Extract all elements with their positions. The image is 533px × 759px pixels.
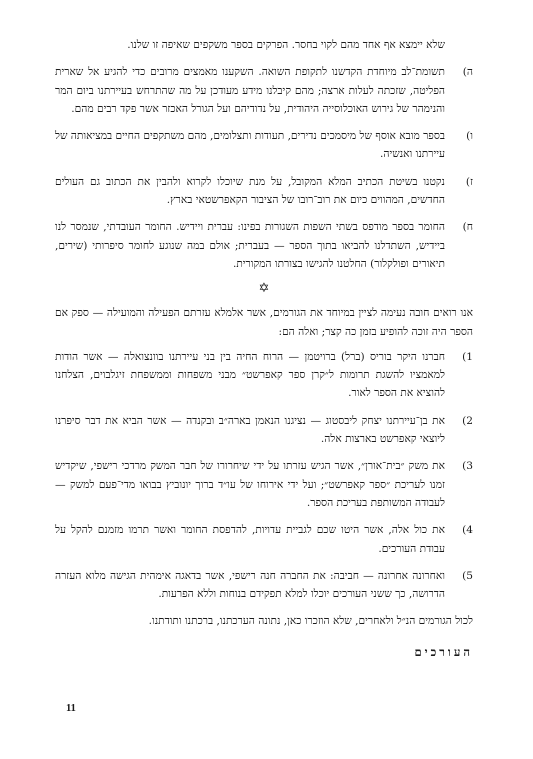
list-item — [55, 63, 473, 118]
item-marker: 3) — [462, 460, 473, 473]
page-number: 11 — [66, 703, 76, 714]
closing-paragraph: לכול הגורמים הנ״ל ולאחרים, שלא הוזכרו כאן, נתונה הערכתנו, ברכתנו ותודתנו. — [148, 615, 473, 628]
item-marker: ה) — [462, 66, 473, 79]
list-item — [55, 173, 473, 210]
item-marker: 1) — [462, 350, 473, 363]
document-page — [55, 36, 473, 661]
list-item — [55, 218, 473, 273]
item-text: את בן־עיירתנו יצחק ליבסטוג — נציגנו הנאמן בארה״ב ובקנדה — אשר הביא את דבר סיפרנו ליוצאי קאפרשט בארצות אלה. — [55, 414, 445, 446]
item-marker: ו) — [466, 130, 473, 143]
list-item — [55, 457, 473, 512]
list-item — [55, 412, 473, 449]
thanks-intro-paragraph: אנו רואים חובה נעימה לציין במיוחד את הגורמים, אשר אלמלא עזרתם הפעילה והמועילה — ספק אם הספר היה זוכה להופיע בזמן כה קצר; ואלה הם: — [55, 307, 473, 338]
continuation-paragraph: שלא יימצא אף אחד מהם לקוי בחסר. הפרקים בספר משקפים שאיפה זו שלנו. — [127, 39, 445, 51]
list-item — [55, 567, 473, 604]
item-text: את כול אלה, אשר היטו שכם לגביית עדויות, להדפסת החומר ואשר תרמו מזמנם להקל על עבודת העורכים. — [55, 524, 445, 555]
star-of-david-icon: ✡ — [258, 281, 270, 297]
item-marker: 2) — [462, 414, 473, 427]
editors-signature: העורכים — [414, 644, 473, 659]
item-marker: ח) — [462, 221, 473, 234]
item-text: ואחרונה אחרונה — חביבה: את החברה חנה רישפי, אשר בדאגה אימהית הגישה מלוא העזרה הדרושה, כך ששני העורכים יוכלו למלא תפקידם בנוחות וללא הפרעות. — [55, 569, 445, 601]
list-item — [55, 521, 473, 558]
item-marker: ז) — [465, 175, 473, 188]
item-marker: 5) — [462, 569, 473, 582]
list-item — [55, 127, 473, 164]
item-marker: 4) — [462, 524, 473, 537]
item-text: החומר בספר מודפס בשתי השפות השגורות בפינו: עברית ויידיש. החומר העובדתי, שנמסר לנו ביידיש, השתדלנו להביאו בתוך הספר — בעברית; אולם במה שנוגע לחומר סיפרותי (שירים, תיאורים ופולקלור) החלטנו להגישו בצורתו המקורית. — [55, 221, 445, 270]
item-text: נקטנו בשיטת הכתיב המלא המקובל, על מנת שיוכלו לקרוא ולהבין את הכתוב גם העולים החדשים, המהווים כיום את רוב־רובו של הציבור הקאפרשטאי בארץ. — [55, 175, 445, 207]
item-text: חברנו היקר בוריס (ברל) ברויטמן — הרוח החיה בין בני עיירתנו בוונצואלה — אשר הודות למאמציו להשגת תרומות ל״קרן ספר קאפרשט״ מבני משפחות וממשפחת זיגלבוים, הצלחנו להוציא את הספר לאור. — [55, 350, 445, 400]
item-text: את משק ״בית־אורן״, אשר הגיש עזרתו על ידי שיחרורו של חבר המשק מרדכי רישפי, שיקדיש זמנו לעריכת ״ספר קאפרשט״; ועל ידי אירוחו של עו״ד ברוך יונוביץ בבואו מדי־פעם למשק — לעבודה המשותפת בעריכת הספר. — [55, 460, 445, 509]
item-text: בספר מובא אוסף של מיסמכים נדירים, תעודות ותצלומים, מהם משתקפים החיים במציאותה של עיירתנו ואנשיה. — [54, 130, 445, 161]
list-item — [55, 348, 473, 403]
item-text: תשומת־לב מיוחדת הקדשנו לתקופת השואה. השקענו מאמצים מרובים כדי להגיע אל שארית הפליטה, שזכתה לעלות ארצה; מהם קיבלנו מידע מעודכן על מה שהתרחש בעיירתנו ביום המר והנימהר של גירוש האוכלוסייה היהודית, על נדודיהם ועל הגורל האכזר אשר פקד רבים מהם. — [55, 66, 445, 115]
